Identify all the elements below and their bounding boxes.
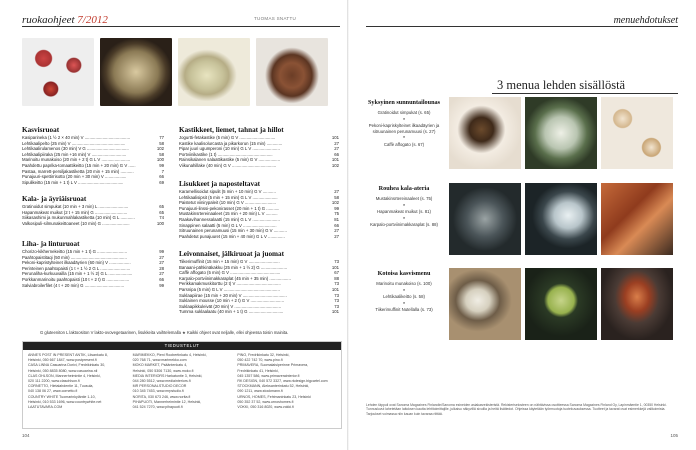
recipe-row[interactable]: Tiikerimuffinit (15 min + 15 min) G V .......................... 73 xyxy=(179,259,339,264)
recipe-row[interactable]: Sipulikeitto (15 min + 1 t) L V ...................................... 69 xyxy=(22,179,164,185)
section-kala xyxy=(22,195,164,226)
page-number-left: 104 xyxy=(22,433,30,438)
recipe-row[interactable]: Paahtopaistitaqi (50 min) ............................................... 27 xyxy=(22,254,164,260)
recipe-row[interactable]: Punajuuri-spettirrisotto (20 min + 30 min) V .................. 66 xyxy=(22,174,164,180)
menu-item: Lehtikaalikeitto (s. 58) xyxy=(383,294,425,300)
recipe-row[interactable]: Caffè affogato (5 min) G V .......................................... 67 xyxy=(179,270,339,276)
recipe-row[interactable]: Mustakinsrtereinaaleet (15 min + 20 min) L V .......... 75 xyxy=(179,211,339,217)
recipe-row[interactable]: Viikunahillake (40 min) G V ..................................... 102 xyxy=(179,162,339,168)
section-lisukkeet xyxy=(179,180,339,239)
recipe-row[interactable]: Suklaapiirae (15 min + 20 min) V ..................................... 73 xyxy=(179,292,339,298)
recipe-row[interactable]: Sitruunainen perunamuusi (15 min + 30 min) G V ........... 27 xyxy=(179,228,339,234)
recipe-row[interactable]: Kastike kaalisolurcasta ja pikarkorun (15 min) ............. 27 xyxy=(179,140,339,146)
separator-dot: ● xyxy=(402,202,406,207)
menu-item: Mustakinsrtereinaaleet (s. 75) xyxy=(375,196,433,201)
recipe-row[interactable]: Pastaa, marrett-persiljakastiketta (20 min + 15 min) ........... 7 xyxy=(22,168,164,174)
menu-item: Tiikerimuffinit Nutellalla (s. 73) xyxy=(375,307,433,313)
photo-mussel-pan xyxy=(449,183,521,255)
separator-dot: ● xyxy=(402,215,406,220)
address-column: PINO, Fredrikinkatu 32, Helsinki, 050 422 742 70, www.pino.fi PRIMAVERA, Suomalaisiperinne Primavera, Fredrikinkatu 41, Helsinki, 045 1357 586, www.primaverainterior.fi RK DESIGN, 040 572 3327, www.rkdesign.bigcartel.com STOCKMANN, Aleksanterinkatu 52, Helsinki, 090 1211, www.stockmann.fi URNOS, HOMES, Fehtmaninkatu 23, Helsinki 050 352 37 52, www.urnoshomes.fi VOKKI, 050 316 8020, www.vokki.fi xyxy=(237,353,328,410)
diet-legend: G gluteeniton L laktoositon V lakto-ovovegetaarinen, lisukkeita vaihtelemalla ★ Kaikki ohjeet ovat neljalle, ellei ohjeessa toisin mainita. xyxy=(40,330,289,335)
issue-number: 7/2012 xyxy=(77,14,108,26)
section-liha xyxy=(22,240,164,288)
recipe-row[interactable]: Kasiparineka (1 ½ 2 × 40 min) V ...................................... 77 xyxy=(22,135,164,140)
recipe-row[interactable]: Karamellisoidut sipulit (5 min + 10 min) G V ........... 27 xyxy=(179,189,339,194)
menu-item: Gratinoidut simpukat (s. 65) xyxy=(377,110,431,115)
recipe-row[interactable]: Salviabroilerfilet (4 t + 20 min) G ................................. 99 xyxy=(22,282,164,288)
recipe-row[interactable]: Paistetut viinirypaleit (10 min) G V .......................... 102 xyxy=(179,200,339,206)
recipe-row[interactable]: Porkkanmarinoitu paahtopaisti (10 t + 2 t) G ................... 66 xyxy=(22,276,164,282)
recipe-row[interactable]: Rainsikalanen salaattikastike (5 min) G V .................. 101 xyxy=(179,157,339,163)
recipe-row[interactable]: Sinappinen salaatti (5 min) G L V ............................ 66 xyxy=(179,222,339,228)
section-kasvisruoat xyxy=(22,126,164,185)
separator-dot: ● xyxy=(402,287,406,292)
photo-cream-dish xyxy=(178,38,250,106)
recipe-row[interactable]: Banaani-pähkinäkakku (25 min + 1 ½ 2) G ...................... 101 xyxy=(179,264,339,270)
recipe-row[interactable]: Punajuuri-linssi-pekonirasset (20 min + 1 t) G ........... 99 xyxy=(179,205,339,211)
recipe-row[interactable]: Gratinoidut simpukat (10 min + 3 min) L ......................... 65 xyxy=(22,204,164,209)
separator-dot: ● xyxy=(402,116,406,121)
recipe-row[interactable]: Paahdettu paprika-tomaattikeitto (15 min + 20 min) G V ...... 99 xyxy=(22,162,164,168)
menu-autumn-lunch xyxy=(366,99,442,148)
menu-item: Caffè affogato (s. 67) xyxy=(383,141,425,147)
photo-fish-plate xyxy=(525,183,597,255)
photo-kale-soup xyxy=(525,268,597,340)
section-heading: Kastikkeet, liemet, tahnat ja hillot xyxy=(179,126,284,134)
left-header-rule xyxy=(22,26,340,27)
section-heading: Kasvisruoat xyxy=(22,126,60,134)
section-heading: Liha- ja linturuoat xyxy=(22,240,80,248)
recipe-row[interactable]: Lehtikaalipiiraka (25 min +16 min) V ............................. 58 xyxy=(22,151,164,157)
recipe-row[interactable]: Suklaapikkuleivät (20 min) V ....................................... 73 xyxy=(179,303,339,309)
recipe-row[interactable]: Perunaliha-kurkuuvailla (15 min + 1 ½ 2) G L .................... 27 xyxy=(22,271,164,277)
recipe-row[interactable]: Lehtikaalirulamenos (30 min) V G ................................... 102 xyxy=(22,146,164,152)
recipe-row[interactable]: Jogurtti-fetakastike (5 min) G V .............................. 101 xyxy=(179,135,339,140)
recipe-row[interactable]: Tumma suklaalaatu (40 min + 1 t) G ............................. 101 xyxy=(179,309,339,315)
separator-dot: ● xyxy=(402,300,406,305)
menu-heading: Syksyinen sunnuntailounas xyxy=(367,99,441,106)
title-prefix: ruokaohjeet xyxy=(22,14,78,26)
section-heading: Kala- ja äyriäisruoat xyxy=(22,195,87,203)
recipe-row[interactable]: Marinoitu munakoiso (20 min + 2 t) G L V ........................ 100 xyxy=(22,157,164,163)
recipe-row[interactable]: Perinteinen paahtopaisti (1 t + 1 ½ 2 G L ......................... 28 xyxy=(22,265,164,271)
recipe-row[interactable]: Parsnipa (5 min) G L V ............................................... 101 xyxy=(179,286,339,292)
photo-soup-bowls xyxy=(22,38,94,106)
section-kastikkeet xyxy=(179,126,339,169)
photo-cod-plate xyxy=(525,97,597,169)
recipe-row[interactable]: Lehtikaalisipsit (5 min + 15 min) G L V ..................... 58 xyxy=(179,194,339,200)
recipe-row[interactable]: Karpalo-portviinimakkaraplat (45 min + 35 min) .................. 88 xyxy=(179,275,339,281)
separator-dot: ● xyxy=(402,135,406,140)
menu-heading: Kotoisa kasvismenu xyxy=(377,270,431,277)
photo-spiced-bowl xyxy=(100,38,172,106)
recipe-row[interactable]: Hapanmakeat muikut (2 t + 15 min) G ........................... 65 xyxy=(22,209,164,215)
address-column: MARIMEKKO, Pieni Roobertinkatu 4, Helsinki, 020 768 71, www.marimekko.com MOKO MARKET, Psääntenkatu 4, Helsinki, 050 5306 7130, www.moko.fi MEDIA INTERIORS Harkatuntie 3, Helsinki, 044 280 5512, www.mediainteriors.fi MR PERSONALSTUDIO DECOR 010 345 7453, www.mrpstudio.fi NORITA, 030 673 246, www.norita.fi PIHAPUOTI, Mannerheimintie 12, Helsinki, 041 524 7270, www.pihapuoti.fi xyxy=(132,353,207,410)
recipe-row[interactable]: Paahdetut punajuuret (15 min + 40 min) G L V .............. 27 xyxy=(179,233,339,239)
address-box xyxy=(22,341,342,429)
menu-item: Karpalo-portviinimakkaraplat (s. 88) xyxy=(370,222,438,228)
address-column: ANNE'S POST IN PRESENT ANTIK, Liisankatu 8, Helsinki, 050 667 1847, www.postpresent.fi CASA LINNA Casuarina Dorivi, Fredrikinkatu 30, Helsinki, 050 8835 8080, www.casuarina.nil CLAS OHLSON, Mannerheimintie 4, Helsinki, 020 111 2200, www.clasohlson.fi CORNETTO, Hietalahdentie 11, Tuusula, 040 138 06 27, www.cornetto.fi COUNTRY WHITE Tuomarinkyläntie 1-10, Helsinki, 010 533 1696, www.countrywhite.net LAATUTAVARA.COM xyxy=(28,353,108,410)
section-heading: Lisukkeet ja naposteltavat xyxy=(179,180,261,188)
photo-muffins xyxy=(601,268,673,340)
recipe-row[interactable]: Lehtikaalipelto (25 min) V ............................................. 58 xyxy=(22,140,164,146)
menu-heading: Rouhea kala-ateria xyxy=(378,185,430,192)
recipe-row[interactable]: Siikasashimi ja mukunmahlakastiketta (10 min) G L ............ 74 xyxy=(22,215,164,221)
photo-nut-cake xyxy=(256,38,328,106)
page-title: 3 menua lehden sisällöstä xyxy=(497,78,626,92)
right-header-rule xyxy=(366,26,678,27)
recipe-row[interactable]: Perikkamakmuskitorttu (2 t) V ..................................... 73 xyxy=(179,281,339,287)
recipe-row[interactable]: Raakavihannessalaatti (15 min) G L V ....................... 81 xyxy=(179,216,339,222)
page-number-right: 105 xyxy=(670,433,678,438)
recipe-row[interactable]: Pipar juuri ugumperoni (10 min) G L V ....................... 27 xyxy=(179,146,339,152)
menu-item: Marinoitu munakoiso (s. 100) xyxy=(376,281,432,286)
recipe-row[interactable]: Suklainen mousse (10 min + 2 t) G V ............................ 73 xyxy=(179,298,339,304)
recipe-row[interactable]: Pekoni-kapristylteinet ilkaadäyrien (60 min) V .................. 27 xyxy=(22,260,164,266)
section-heading: Leivonnaiset, jälkiruoat ja juomat xyxy=(179,250,285,258)
recipe-row[interactable]: Portviinikastike (1 t) .............................................. 66 xyxy=(179,151,339,157)
fine-print: Lehden täppuli ovat Sanoma Magazines Finlandin/Sanoma esineiden asiakasrekisteristä. Rekisteriselosteen on nähtävissa osoitteessa Sanoma Magazines Finland Oy, Lapinmäentie 1, 00350 Helsinki. Tunnusluvut lahetetäan laitoksen kautta lehtitoimittajille, julkaisu näkyvillä sivuilla ja heitä lisätiedot. Ohjeissa käytetään työrmuotoja tuotekuvauksessa. Tuotteet ja tavarat ovat esimerkkejä valikoimista. Tarjoukset voimassa niin kauan kuin tavaraa riittää. xyxy=(366,403,667,416)
page-gutter xyxy=(347,0,349,450)
photographer-credit: TUOMAS SNATTU xyxy=(254,16,297,21)
photo-affogato xyxy=(601,97,673,169)
left-running-title xyxy=(22,14,108,26)
photo-mussels xyxy=(449,97,521,169)
right-running-title: menuehdotukset xyxy=(613,15,678,26)
section-leivonnaiset xyxy=(179,250,339,315)
menu-item: Hapanmakeat muikut (s. 81) xyxy=(377,209,431,215)
menu-item: Pekoni-kapriskylteinet ilkaadäyrien ja sitruunainen perunamuusi (s. 27) xyxy=(368,123,440,134)
recipe-row[interactable]: Chorizo-kikhernekeitto (15 min + 1 t) G ......................... 99 xyxy=(22,249,164,254)
title-rule xyxy=(492,93,678,94)
menu-fish-dinner xyxy=(366,185,442,228)
recipe-row[interactable]: Valkosipuli-silmunakeittoaneet (10 min) G ....................... 100 xyxy=(22,220,164,226)
photo-eggplant xyxy=(449,268,521,340)
photo-dessert-slices xyxy=(601,183,673,255)
address-heading: TIEDUSTELUT xyxy=(23,342,341,350)
menu-vegetarian xyxy=(366,270,442,313)
